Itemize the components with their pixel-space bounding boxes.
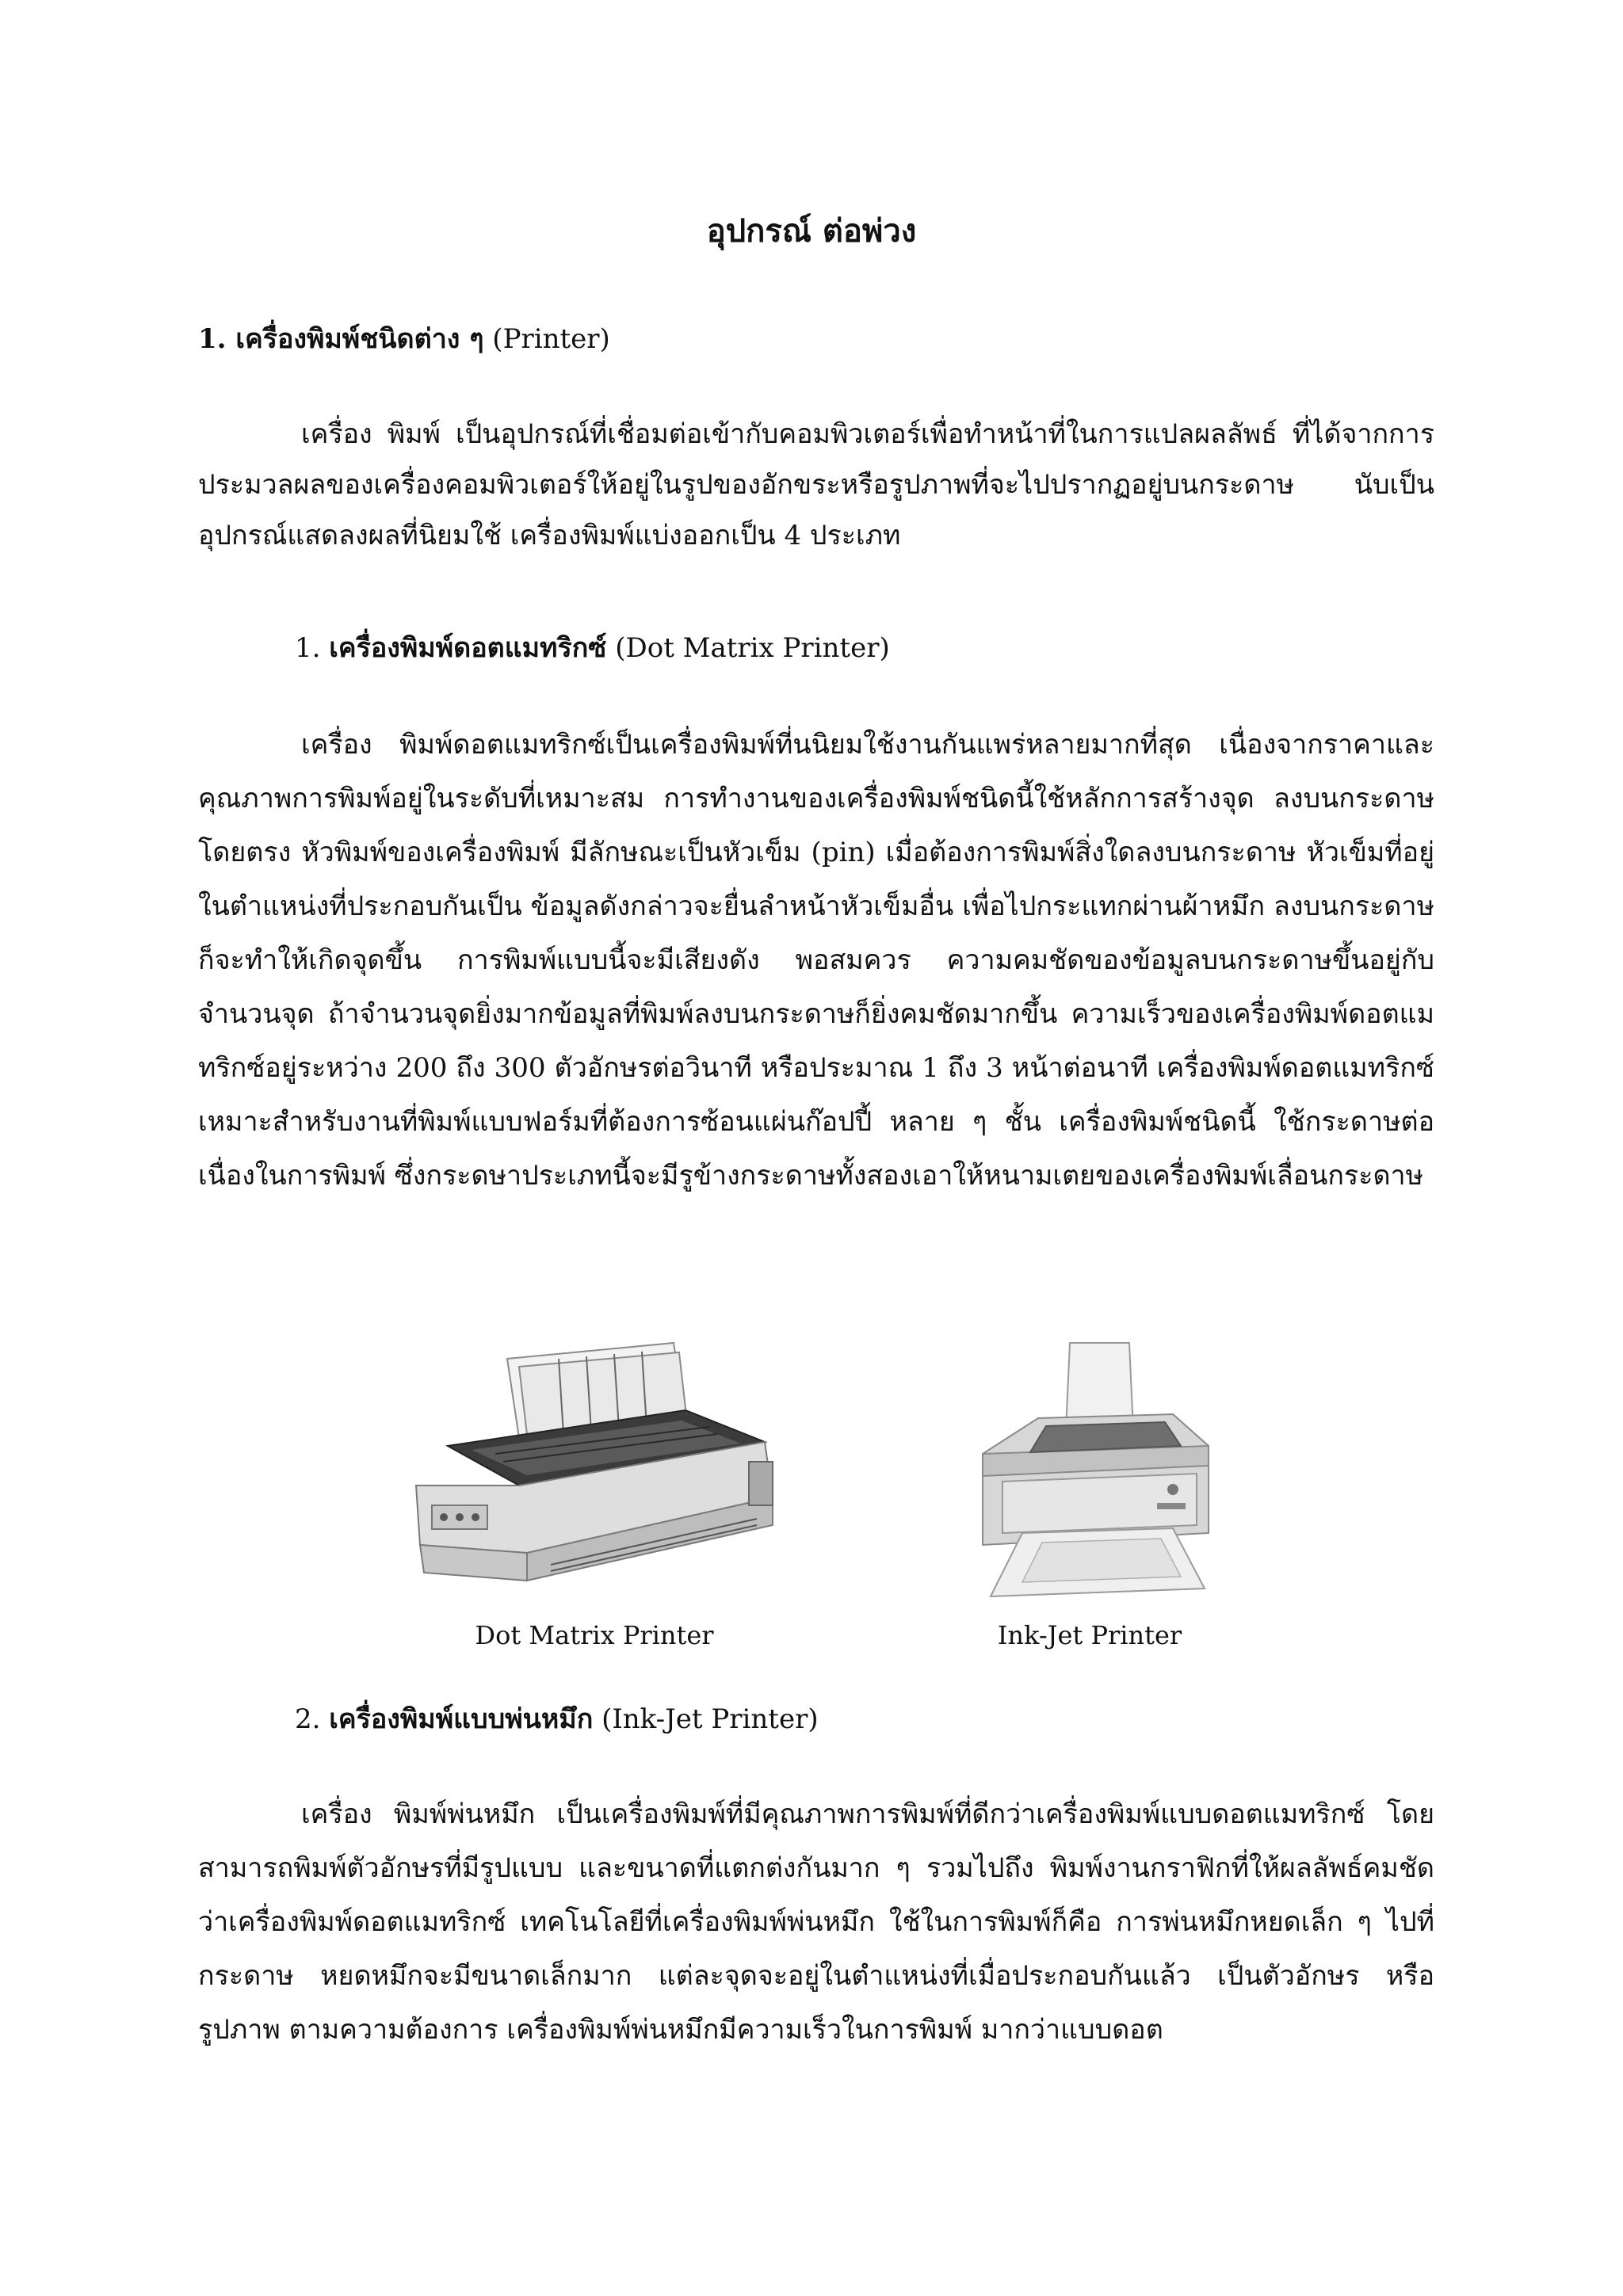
printer-intro-paragraph: เครื่อง พิมพ์ เป็นอุปกรณ์ที่เชื่อมต่อเข้ากับคอมพิวเตอร์เพื่อทำหน้าที่ในการแปลผลลัพธ์ ที่ได้จากการประมวลผลของเครื่องคอมพิวเตอร์ให้อยู่ในรูปของอักขระหรือรูปภาพที่จะไปปรากฏอยู่บนกระดาษ นับเป็นอุปกรณ์แสดลงผลที่นิยมใช้ เครื่องพิมพ์แบ่งออกเป็น 4 ประเภท xyxy=(198,418,1434,551)
subheading-number: 1. xyxy=(295,632,330,664)
subheading-english: (Ink-Jet Printer) xyxy=(593,1703,819,1735)
subheading-bold: เครื่องพิมพ์แบบพ่นหมึก xyxy=(329,1703,594,1735)
subheading-dot-matrix xyxy=(295,626,1531,670)
section-heading-english: (Printer) xyxy=(483,323,610,355)
dot-matrix-printer-image xyxy=(400,1335,789,1600)
subheading-bold: เครื่องพิมพ์ดอตแมทริกซ์ xyxy=(329,632,607,664)
subheading-english: (Dot Matrix Printer) xyxy=(606,632,890,664)
dot-matrix-printer-icon xyxy=(400,1335,789,1600)
ink-jet-paragraph: เครื่อง พิมพ์พ่นหมึก เป็นเครื่องพิมพ์ที่มีคุณภาพการพิมพ์ที่ดีกว่าเครื่องพิมพ์แบบดอตแมทริกซ์ โดยสามารถพิมพ์ตัวอักษรที่มีรูปแบบ และขนาดที่แตกต่งกันมาก ๆ รวมไปถึง พิมพ์งานกราฟิกที่ให้ผลลัพธ์คมชัดว่าเครื่องพิมพ์ดอตแมทริกซ์ เทคโนโลยีที่เครื่องพิมพ์พ่นหมึก ใช้ในการพิมพ์ก็คือ การพ่นหมึกหยดเล็ก ๆ ไปที่กระดาษ หยดหมึกจะมีขนาดเล็กมาก แต่ละจุดจะอยู่ในตำแหน่งที่เมื่อประกอบกันแล้ว เป็นตัวอักษร หรือรูปภาพ ตามความต้องการ เครื่องพิมพ์พ่นหมึกมีความเร็วในการพิมพ์ มากว่าแบบดอต xyxy=(198,1798,1434,2046)
ink-jet-printer-image xyxy=(935,1335,1244,1608)
subheading-number: 2. xyxy=(295,1703,330,1735)
dot-matrix-caption: Dot Matrix Printer xyxy=(475,1620,714,1650)
dot-matrix-paragraph: เครื่อง พิมพ์ดอตแมทริกซ์เป็นเครื่องพิมพ์ที่นนิยมใช้งานกันแพร่หลายมากที่สุด เนื่องจากราคาและคุณภาพการพิมพ์อยู่ในระดับที่เหมาะสม การทำงานของเครื่องพิมพ์ชนิดนี้ใช้หลักการสร้างจุด ลงบนกระดาษโดยตรง หัวพิมพ์ของเครื่องพิมพ์ มีลักษณะเป็นหัวเข็ม (pin) เมื่อต้องการพิมพ์สิ่งใดลงบนกระดาษ หัวเข็มที่อยู่ในตำแหน่งที่ประกอบกันเป็น ข้อมูลดังกล่าวจะยื่นลำหน้าหัวเข็มอื่น เพื่อไปกระแทกผ่านผ้าหมึก ลงบนกระดาษ ก็จะทำให้เกิดจุดขึ้น การพิมพ์แบบนี้จะมีเสียงดัง พอสมควร ความคมชัดของข้อมูลบนกระดาษขึ้นอยู่กับจำนวนจุด ถ้าจำนวนจุดยิ่งมากข้อมูลที่พิมพ์ลงบนกระดาษก็ยิ่งคมชัดมากขึ้น ความเร็วของเครื่องพิมพ์ดอตแมทริกซ์อยู่ระหว่าง 200 ถึง 300 ตัวอักษรต่อวินาที หรือประมาณ 1 ถึง 3 หน้าต่อนาที เครื่องพิมพ์ดอตแมทริกซ์ เหมาะสำหรับงานที่พิมพ์แบบฟอร์มที่ต้องการซ้อนแผ่นก๊อปปี้ หลาย ๆ ชั้น เครื่องพิมพ์ชนิดนี้ ใช้กระดาษต่อเนื่องในการพิมพ์ ซึ่งกระดษาประเภทนี้จะมีรูข้างกระดาษทั้งสองเอาให้หนามเตยของเครื่องพิมพ์เลื่อนกระดาษ xyxy=(198,729,1434,1192)
ink-jet-caption: Ink-Jet Printer xyxy=(997,1620,1182,1650)
section-heading-printers xyxy=(198,317,1434,361)
page-title: อุปกรณ์ ต่อพ่วง xyxy=(706,212,917,250)
ink-jet-printer-icon xyxy=(935,1335,1244,1608)
subheading-ink-jet xyxy=(295,1697,1531,1741)
section-heading-bold: 1. เครื่องพิมพ์ชนิดต่าง ๆ xyxy=(198,323,484,355)
